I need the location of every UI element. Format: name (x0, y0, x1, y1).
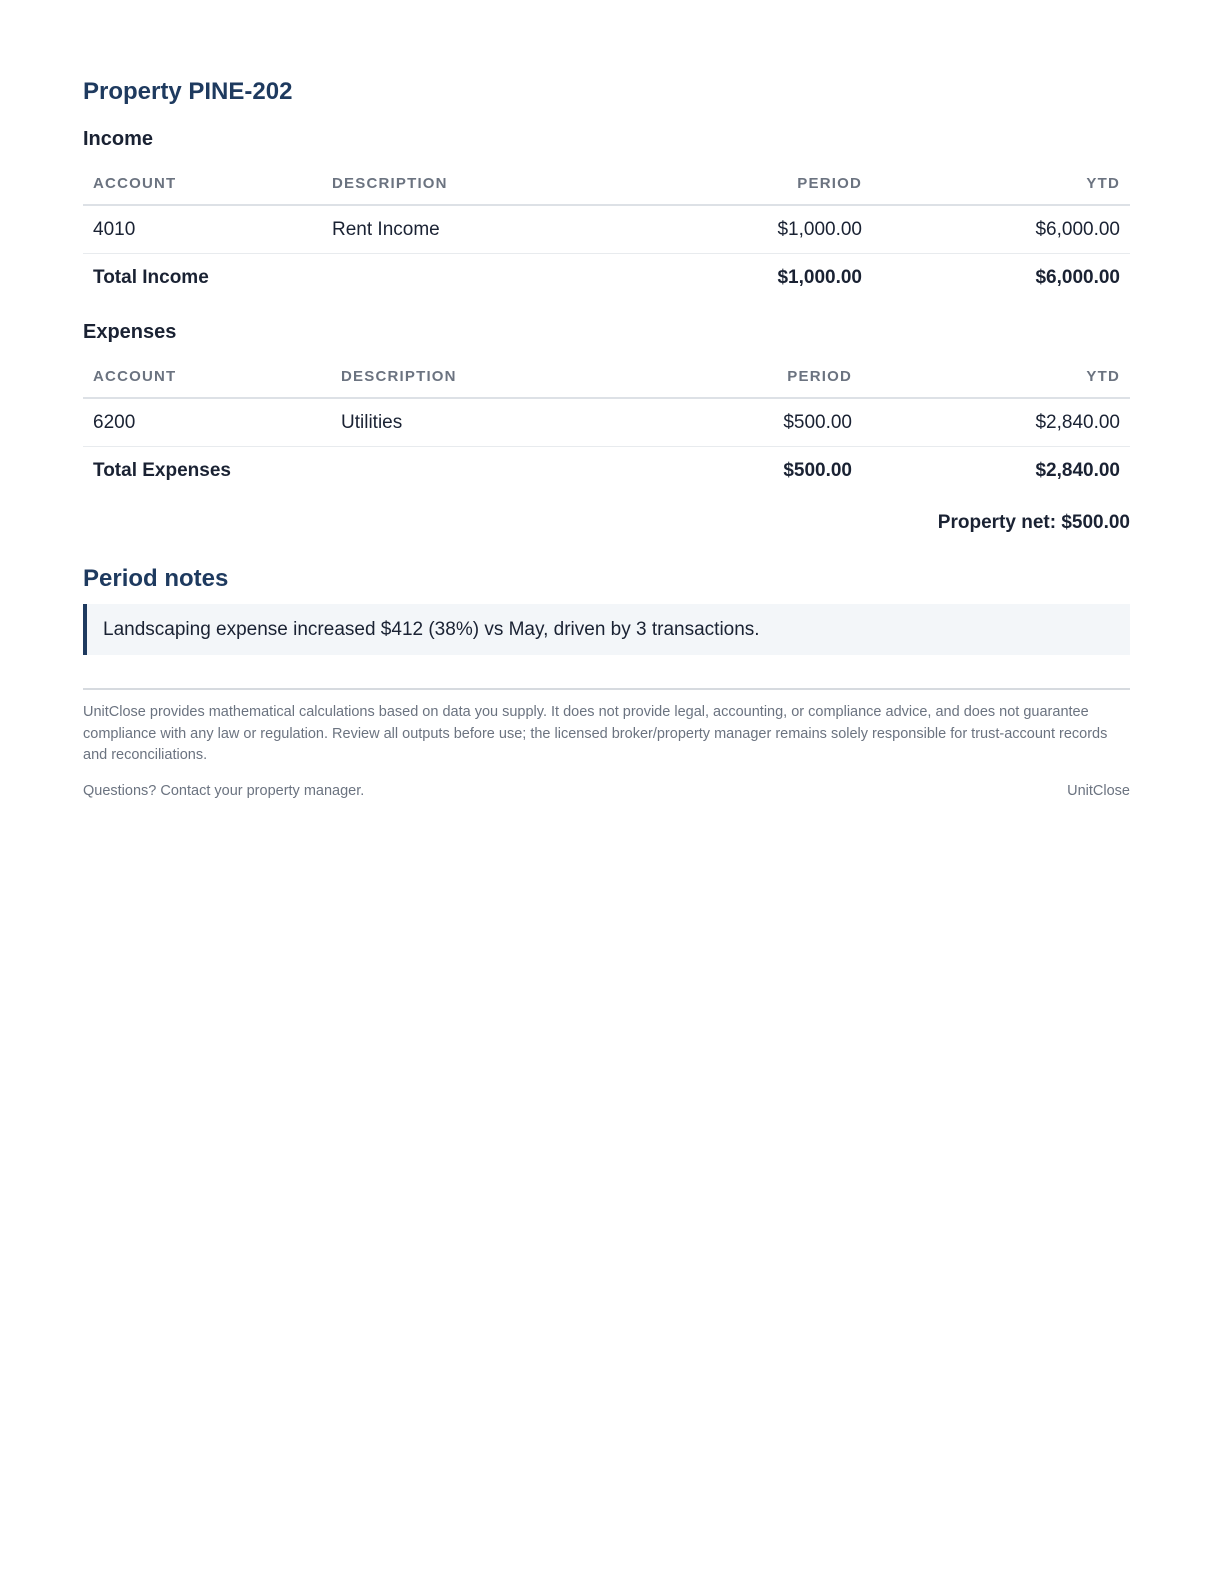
expenses-header-row (83, 355, 1130, 398)
expenses-total-label: Total Expenses (93, 459, 231, 481)
expenses-header-ytd: YTD (862, 355, 1130, 398)
table-row (83, 205, 1130, 254)
income-ytd-cell: $6,000.00 (872, 205, 1130, 254)
income-total-period: $1,000.00 (777, 266, 862, 288)
income-table (83, 162, 1130, 301)
income-total-row (83, 254, 1130, 302)
expenses-header-account: ACCOUNT (83, 355, 331, 398)
income-header-ytd: YTD (872, 162, 1130, 205)
expenses-header-description: DESCRIPTION (331, 355, 631, 398)
income-total-ytd: $6,000.00 (1035, 266, 1120, 288)
expenses-period-cell: $500.00 (631, 398, 862, 447)
period-notes-title: Period notes (83, 565, 229, 592)
income-total-spacer (322, 254, 622, 302)
income-section-title: Income (83, 128, 154, 150)
footer (83, 781, 1130, 801)
footer-brand: UnitClose (1067, 782, 1130, 799)
expenses-total-spacer (331, 447, 631, 495)
property-net: Property net: $500.00 (937, 512, 1130, 533)
property-title: Property PINE-202 (83, 78, 293, 105)
income-header-period: PERIOD (622, 162, 872, 205)
income-header-description: DESCRIPTION (322, 162, 622, 205)
income-total-label: Total Income (93, 266, 209, 288)
expenses-section-title: Expenses (83, 321, 177, 343)
expenses-total-row (83, 447, 1130, 495)
expenses-ytd-cell: $2,840.00 (862, 398, 1130, 447)
income-header-row (83, 162, 1130, 205)
footer-divider (83, 688, 1130, 690)
income-header-account: ACCOUNT (83, 162, 322, 205)
disclaimer-text: UnitClose provides mathematical calculations based on data you supply. It does not provide legal, accounting, or compliance advice, and does not guarantee compliance with any law or regulation. Review all outputs before use; the licensed broker/property manager remains solely responsible for trust-account records and reconciliations. (83, 704, 1108, 763)
expenses-header-period: PERIOD (631, 355, 862, 398)
income-description-cell: Rent Income (322, 205, 622, 254)
expenses-description-cell: Utilities (331, 398, 631, 447)
footer-contact: Questions? Contact your property manager. (83, 782, 365, 799)
table-row (83, 398, 1130, 447)
expenses-total-period: $500.00 (783, 459, 852, 481)
expenses-account-cell: 6200 (83, 398, 331, 447)
income-account-cell: 4010 (83, 205, 322, 254)
expenses-total-ytd: $2,840.00 (1035, 459, 1120, 481)
expenses-table (83, 355, 1130, 494)
statement-page (83, 76, 1130, 801)
period-note: Landscaping expense increased $412 (38%) vs May, driven by 3 transactions. (83, 604, 1130, 655)
income-period-cell: $1,000.00 (622, 205, 872, 254)
